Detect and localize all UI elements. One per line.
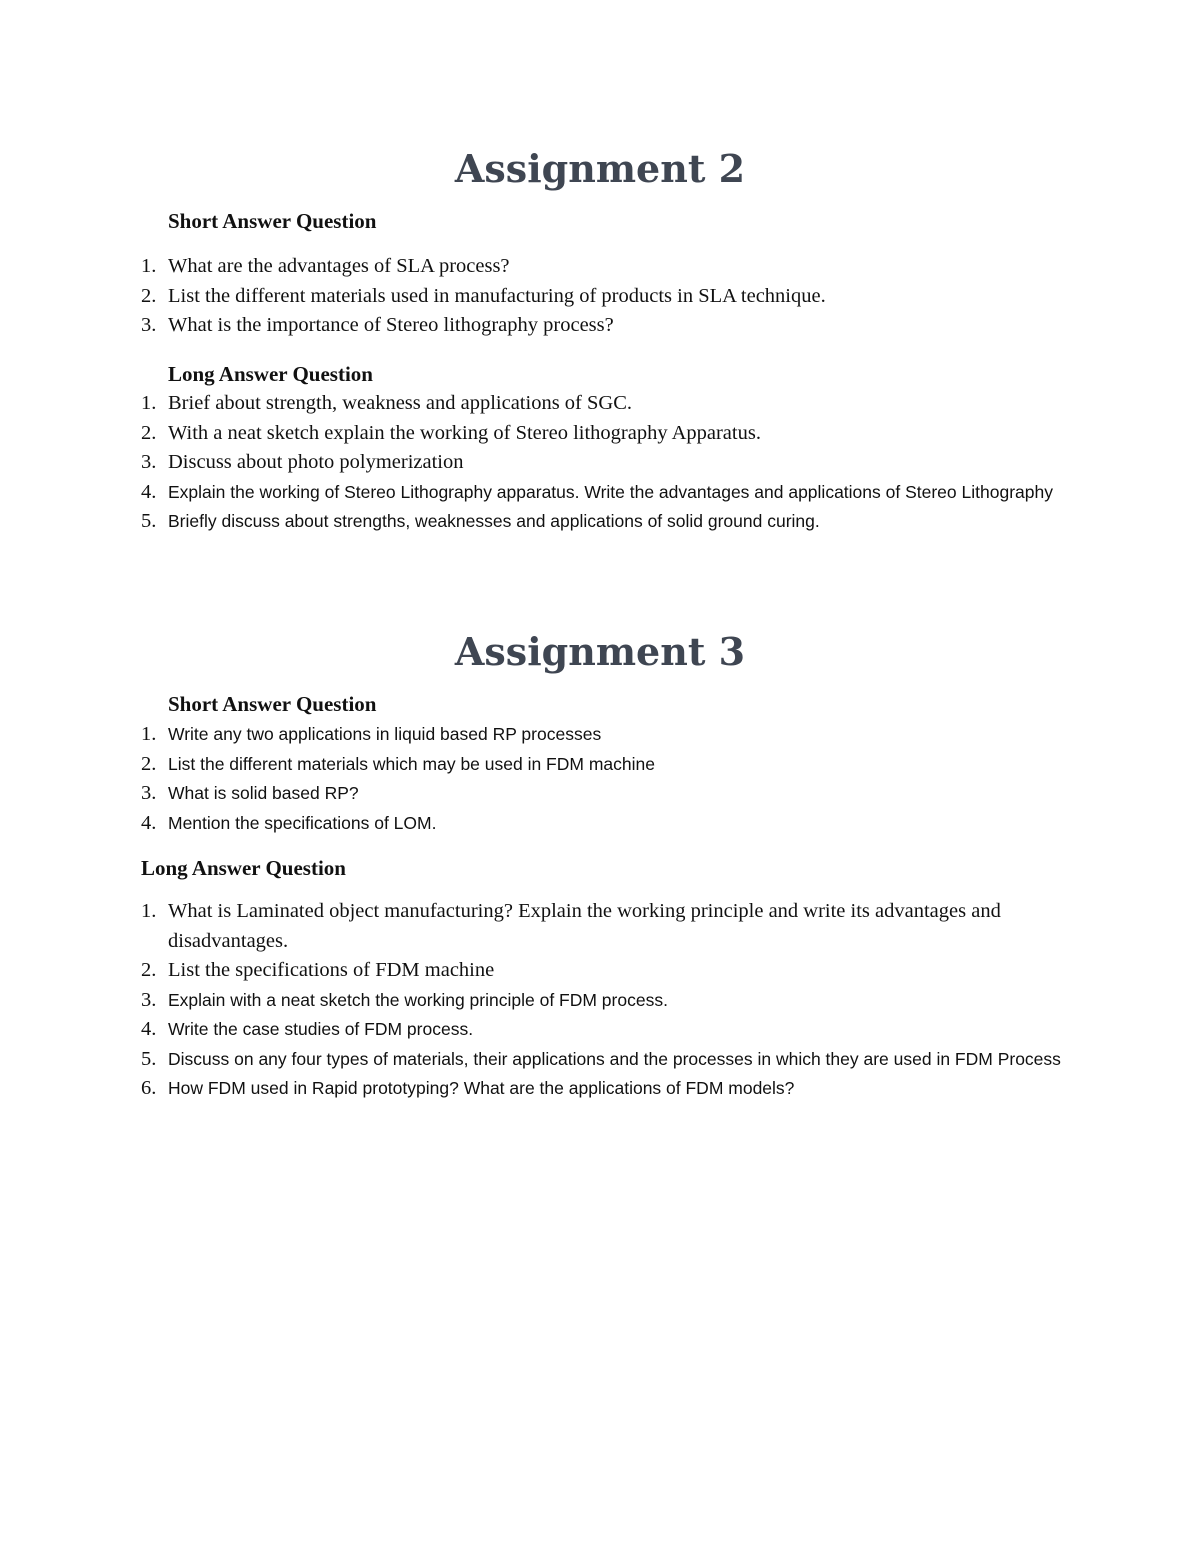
- item-number: 1.: [141, 723, 157, 745]
- list-item: [141, 389, 1061, 419]
- question-text: Discuss about photo polymerization: [168, 451, 464, 473]
- question-text: What is solid based RP?: [168, 783, 359, 803]
- list-item: [141, 1074, 1061, 1104]
- list-item: [141, 809, 1061, 839]
- item-number: 6.: [141, 1077, 157, 1099]
- assignment-3-long-list: [141, 897, 1061, 1104]
- assignment-2-long-heading: Long Answer Question: [168, 362, 373, 386]
- question-text: What are the advantages of SLA process?: [168, 255, 510, 277]
- item-number: 2.: [141, 284, 157, 307]
- item-number: 1.: [141, 392, 157, 414]
- item-number: 3.: [141, 451, 157, 473]
- question-text: What is Laminated object manufacturing? Explain the working principle and write its advantages and disadvantages.: [168, 900, 1001, 952]
- assignment-2-title: Assignment 2: [454, 146, 746, 191]
- list-item: [141, 507, 1061, 537]
- question-text: Explain with a neat sketch the working principle of FDM process.: [168, 989, 668, 1010]
- assignment-3-long-heading: Long Answer Question: [141, 856, 346, 880]
- question-text: Briefly discuss about strengths, weaknesses and applications of solid ground curing.: [168, 511, 820, 531]
- question-text: List the different materials which may be used in FDM machine: [168, 753, 655, 774]
- list-item: [141, 956, 1061, 986]
- assignment-3-title: Assignment 3: [454, 629, 746, 674]
- assignment-3-short-list: [141, 720, 1061, 838]
- assignment-2-short-heading: Short Answer Question: [168, 209, 377, 233]
- item-number: 2.: [141, 752, 157, 775]
- assignment-2-long-list: [141, 389, 1061, 537]
- item-number: 1.: [141, 900, 157, 922]
- list-item: [141, 311, 1061, 341]
- question-text: Write any two applications in liquid based RP processes: [168, 724, 602, 744]
- assignment-3-short-heading: Short Answer Question: [168, 692, 377, 716]
- item-number: 3.: [141, 314, 157, 336]
- list-item: [141, 252, 1061, 282]
- item-number: 4.: [141, 1018, 157, 1040]
- list-item: [141, 1015, 1061, 1045]
- list-item: [141, 986, 1061, 1016]
- item-number: 5.: [141, 510, 157, 532]
- question-text: Brief about strength, weakness and applications of SGC.: [168, 392, 633, 414]
- question-text: What is the importance of Stereo lithography process?: [168, 314, 614, 336]
- question-text: How FDM used in Rapid prototyping? What are the applications of FDM models?: [168, 1078, 795, 1098]
- assignment-2-short-list: [141, 252, 1061, 341]
- item-number: 4.: [141, 480, 157, 503]
- item-number: 5.: [141, 1047, 157, 1070]
- list-item: [141, 1045, 1061, 1075]
- question-text: Discuss on any four types of materials, their applications and the processes in which they are used in FDM Process: [168, 1048, 1061, 1069]
- item-number: 3.: [141, 782, 157, 804]
- list-item: [141, 419, 1061, 449]
- list-item: [141, 478, 1061, 508]
- question-text: Mention the specifications of LOM.: [168, 812, 437, 833]
- item-number: 2.: [141, 959, 157, 981]
- question-text: With a neat sketch explain the working of Stereo lithography Apparatus.: [168, 421, 761, 444]
- list-item: [141, 897, 1061, 956]
- question-text: Explain the working of Stereo Lithography apparatus. Write the advantages and applications of Stereo Lithography: [168, 481, 1053, 502]
- item-number: 1.: [141, 255, 157, 277]
- list-item: [141, 779, 1061, 809]
- item-number: 2.: [141, 421, 157, 444]
- question-text: Write the case studies of FDM process.: [168, 1019, 474, 1039]
- list-item: [141, 448, 1061, 478]
- list-item: [141, 720, 1061, 750]
- item-number: 3.: [141, 988, 157, 1011]
- question-text: List the different materials used in manufacturing of products in SLA technique.: [168, 284, 826, 307]
- question-text: List the specifications of FDM machine: [168, 959, 495, 981]
- list-item: [141, 282, 1061, 312]
- list-item: [141, 750, 1061, 780]
- item-number: 4.: [141, 811, 157, 834]
